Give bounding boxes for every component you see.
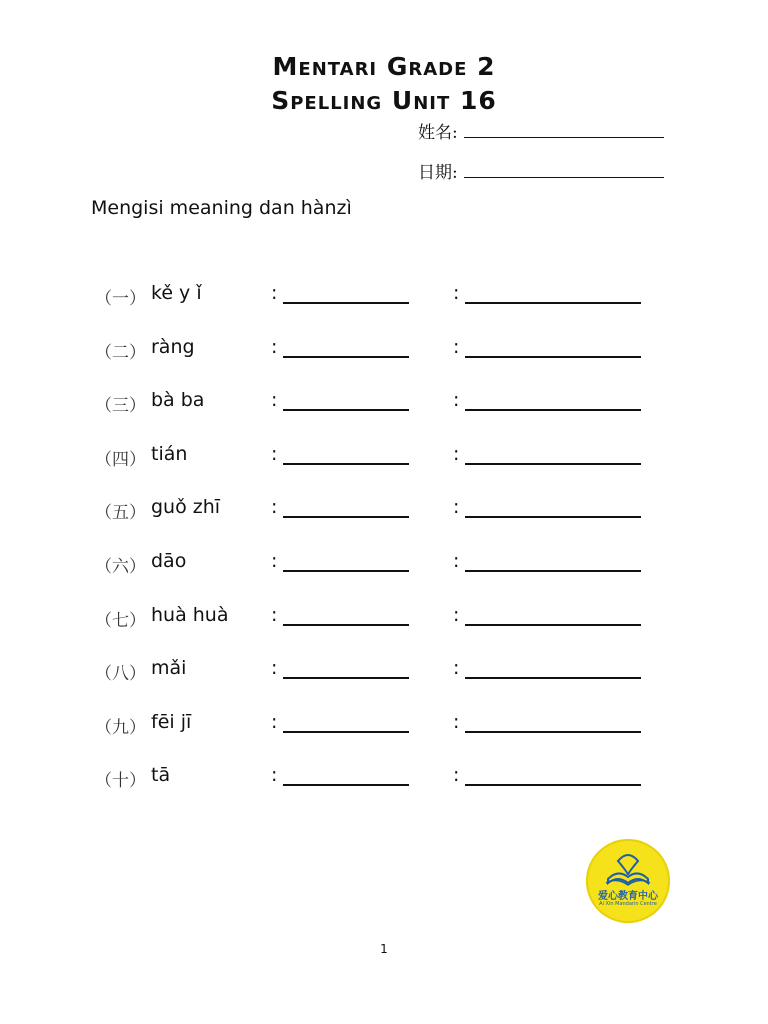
hanzi-colon: : bbox=[453, 282, 460, 304]
hanzi-blank[interactable] bbox=[465, 570, 641, 572]
meaning-colon: : bbox=[271, 657, 278, 679]
row-pinyin: ràng bbox=[151, 336, 195, 358]
row-pinyin: tā bbox=[151, 764, 171, 786]
meaning-blank[interactable] bbox=[283, 624, 409, 626]
hanzi-colon: : bbox=[453, 764, 460, 786]
meaning-colon: : bbox=[271, 604, 278, 626]
hanzi-colon: : bbox=[453, 336, 460, 358]
logo-text-en: Ai Xin Mandarin Centre bbox=[599, 901, 657, 907]
hanzi-blank[interactable] bbox=[465, 409, 641, 411]
hanzi-blank[interactable] bbox=[465, 624, 641, 626]
meaning-colon: : bbox=[271, 389, 278, 411]
row-number: （十） bbox=[95, 771, 146, 791]
row-pinyin: fēi jī bbox=[151, 711, 192, 733]
meaning-blank[interactable] bbox=[283, 677, 409, 679]
meaning-colon: : bbox=[271, 443, 278, 465]
meaning-blank[interactable] bbox=[283, 516, 409, 518]
row-pinyin: bà ba bbox=[151, 389, 205, 411]
row-pinyin: mǎi bbox=[151, 657, 187, 679]
title-line-2: Spelling Unit 16 bbox=[271, 86, 497, 115]
date-label: 日期: bbox=[418, 163, 458, 183]
hanzi-blank[interactable] bbox=[465, 302, 641, 304]
date-blank[interactable] bbox=[464, 163, 664, 178]
row-number: （四） bbox=[95, 450, 146, 470]
meaning-colon: : bbox=[271, 282, 278, 304]
instruction: Mengisi meaning dan hànzì bbox=[91, 197, 352, 219]
meaning-colon: : bbox=[271, 550, 278, 572]
meaning-blank[interactable] bbox=[283, 784, 409, 786]
name-blank[interactable] bbox=[464, 123, 664, 138]
hanzi-colon: : bbox=[453, 550, 460, 572]
hanzi-colon: : bbox=[453, 443, 460, 465]
row-pinyin: guǒ zhī bbox=[151, 496, 221, 518]
meaning-blank[interactable] bbox=[283, 302, 409, 304]
name-field bbox=[418, 118, 664, 143]
name-label: 姓名: bbox=[418, 123, 458, 143]
hanzi-blank[interactable] bbox=[465, 731, 641, 733]
hanzi-blank[interactable] bbox=[465, 516, 641, 518]
row-number: （五） bbox=[95, 503, 146, 523]
meaning-blank[interactable] bbox=[283, 731, 409, 733]
hanzi-blank[interactable] bbox=[465, 463, 641, 465]
hanzi-colon: : bbox=[453, 604, 460, 626]
row-number: （三） bbox=[95, 396, 146, 416]
row-number: （六） bbox=[95, 557, 146, 577]
logo-text-cn: 爱心教育中心 bbox=[598, 891, 658, 902]
book-heart-icon bbox=[586, 839, 670, 923]
meaning-blank[interactable] bbox=[283, 356, 409, 358]
meaning-colon: : bbox=[271, 764, 278, 786]
row-pinyin: huà huà bbox=[151, 604, 229, 626]
hanzi-blank[interactable] bbox=[465, 356, 641, 358]
meaning-colon: : bbox=[271, 496, 278, 518]
meaning-blank[interactable] bbox=[283, 463, 409, 465]
hanzi-colon: : bbox=[453, 496, 460, 518]
hanzi-blank[interactable] bbox=[465, 784, 641, 786]
row-pinyin: dāo bbox=[151, 550, 187, 572]
hanzi-blank[interactable] bbox=[465, 677, 641, 679]
meaning-blank[interactable] bbox=[283, 409, 409, 411]
hanzi-colon: : bbox=[453, 389, 460, 411]
hanzi-colon: : bbox=[453, 657, 460, 679]
row-number: （七） bbox=[95, 611, 146, 631]
meaning-colon: : bbox=[271, 336, 278, 358]
row-number: （二） bbox=[95, 343, 146, 363]
row-pinyin: kě y ǐ bbox=[151, 282, 202, 304]
hanzi-colon: : bbox=[453, 711, 460, 733]
meaning-blank[interactable] bbox=[283, 570, 409, 572]
row-number: （一） bbox=[95, 289, 146, 309]
row-pinyin: tián bbox=[151, 443, 188, 465]
row-number: （八） bbox=[95, 664, 146, 684]
page-number: 1 bbox=[380, 942, 388, 956]
date-field bbox=[418, 158, 664, 183]
meaning-colon: : bbox=[271, 711, 278, 733]
logo bbox=[586, 839, 670, 923]
title-line-1: Mentari Grade 2 bbox=[272, 52, 496, 81]
row-number: （九） bbox=[95, 718, 146, 738]
